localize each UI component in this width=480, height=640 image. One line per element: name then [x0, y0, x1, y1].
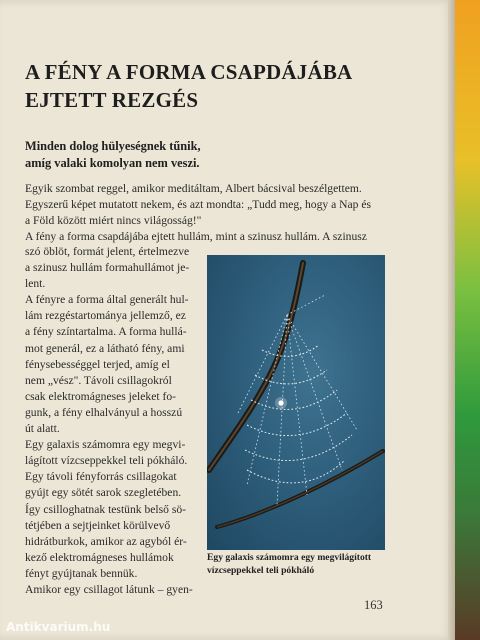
text-line: lágított vízcseppekkel teli pókháló.	[25, 454, 188, 468]
text-line: hidrátburkok, amikor az agyból ér-	[25, 534, 187, 548]
text-line: szó öblöt, formát jelent, értelmezve	[25, 245, 190, 258]
text-line: lám rezgéstartománya jellemző, ez	[25, 309, 186, 323]
text-line: út alatt.	[25, 422, 60, 436]
chapter-title-line-1: A FÉNY A FORMA CSAPDÁJÁBA	[25, 60, 353, 84]
text-line: Egyik szombat reggel, amikor meditáltam, Albert bácsival beszélgettem.	[25, 182, 362, 195]
text-line: Amikor egy csillagot látunk – gyen-	[25, 582, 193, 596]
spiderweb-photo	[207, 255, 385, 550]
chapter-title-line-2: EJTETT REZGÉS	[25, 88, 199, 112]
text-line: a szinusz hullám formahullámot je-	[25, 261, 190, 275]
text-line: A fényre a forma által generált hul-	[25, 293, 189, 307]
text-line: A fény a forma csapdájába ejtett hullám, mint a szinusz hullám. A szinusz	[25, 230, 367, 244]
spiderweb-illustration	[207, 255, 385, 550]
body-text-full-width	[25, 181, 393, 245]
text-line: nem „vész". Távoli csillagokról	[25, 373, 172, 387]
motto-line-1: Minden dolog hülyeségnek tűnik,	[25, 139, 201, 153]
text-line: a fény színtartalma. A forma hullá-	[25, 325, 187, 339]
text-line: Egyszerű képet mutatott nekem, és azt mondta: „Tudd meg, hogy a Nap és	[25, 198, 372, 212]
text-line: gyújt egy sötét sarok szegletében.	[25, 486, 182, 500]
text-line: Így csilloghatnak testünk belső sö-	[25, 502, 186, 516]
text-line: mot generál, ez a látható fény, ami	[25, 341, 185, 355]
text-line: fényt gyújtanak bennük.	[25, 566, 138, 580]
text-line: fénysebességgel terjed, amíg el	[25, 357, 170, 371]
text-line: csak elektromágneses jeleket fo-	[25, 389, 176, 403]
motto	[25, 138, 405, 172]
text-line: lent.	[25, 277, 46, 291]
chapter-title	[25, 58, 405, 114]
text-line: gunk, a fény elhalványul a hosszú	[25, 405, 183, 419]
photo-caption	[207, 552, 397, 577]
book-spine	[455, 0, 480, 640]
watermark: Antikvarium.hu	[6, 620, 111, 634]
caption-line-2: vízcseppekkel teli pókháló	[207, 564, 315, 576]
caption-line-1: Egy galaxis számomra egy megvilágított	[207, 552, 372, 563]
text-line: a Föld között miért nincs világosság!"	[25, 214, 202, 228]
page-number: 163	[364, 598, 383, 612]
body-text-column	[25, 244, 203, 598]
text-line: Egy távoli fényforrás csillagokat	[25, 470, 177, 484]
text-line: tétjében a sejtjeinket körülvevő	[25, 518, 171, 532]
text-line: Egy galaxis számomra egy megvi-	[25, 438, 186, 452]
motto-line-2: amíg valaki komolyan nem veszi.	[25, 156, 200, 170]
text-line: kező elektromágneses hullámok	[25, 550, 174, 564]
